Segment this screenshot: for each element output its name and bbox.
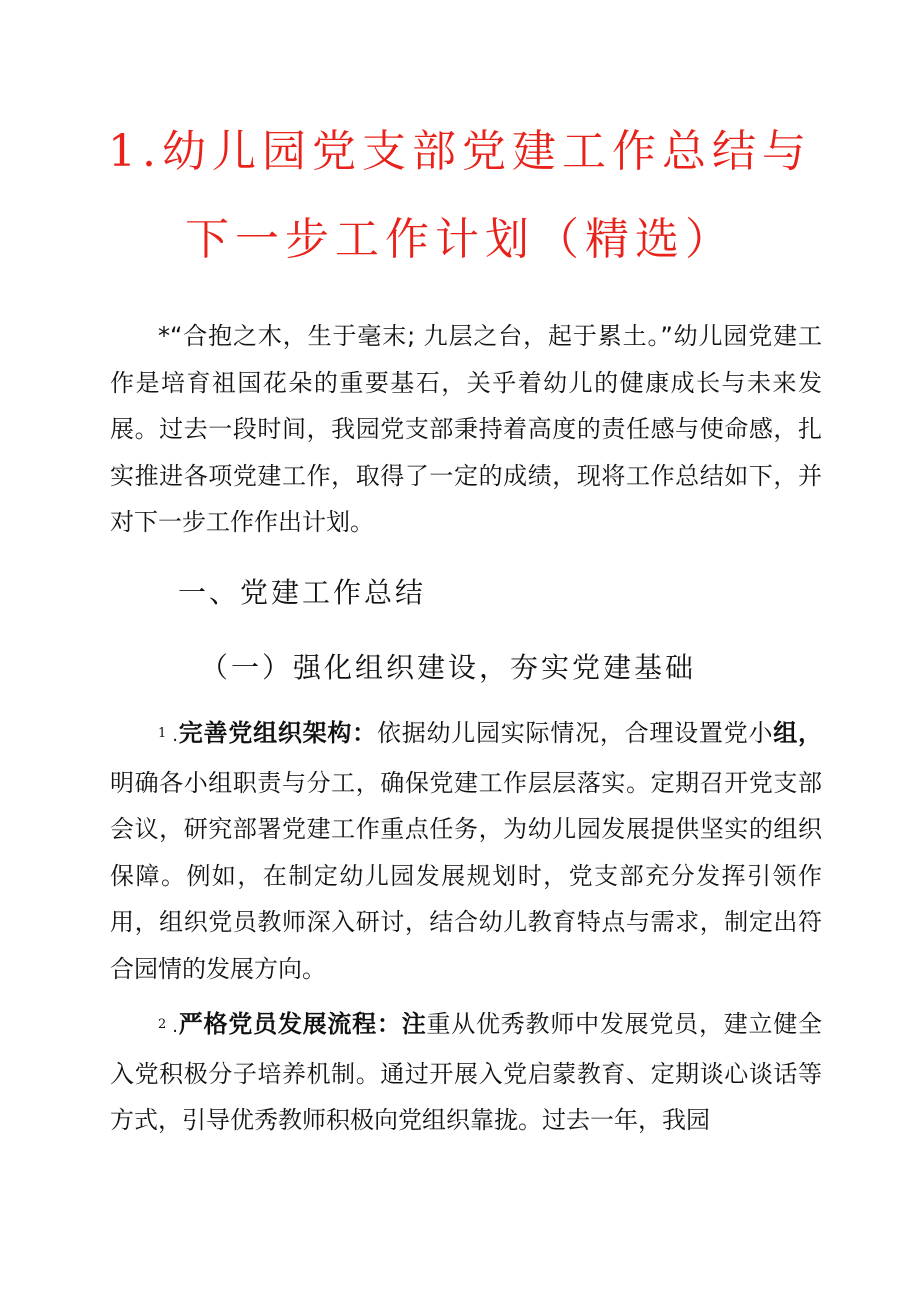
item-label: 完善党组织架构： <box>178 719 377 747</box>
item-text-continued: 明确各小组职责与分工，确保党建工作层层落实。定期召开党支部会议，研究部署党建工作重点任务，为幼儿园发展提供坚实的组织保障。例如，在制定幼儿园发展规划时，党支部充分发挥引领作用，组织党员教师深入研讨，结合幼儿教育特点与需求，制定出符合园情的发展方向。 <box>110 768 822 983</box>
list-item <box>110 710 822 992</box>
item-label: 严格党员发展流程： <box>178 1010 402 1038</box>
document-title-line-1: 1.幼儿园党支部党建工作总结与 <box>108 126 812 177</box>
item-dot: . <box>172 725 179 746</box>
item-text: 依据幼儿园实际情况，合理设置党小 <box>376 719 774 747</box>
subsection-heading: （一）强化组织建设，夯实党建基础 <box>200 651 697 684</box>
item-bold-text: 组， <box>773 719 823 747</box>
intro-paragraph: *“合抱之木，生于毫末; 九层之台，起于累土。”幼儿园党建工作是培育祖国花朵的重要基石，关乎着幼儿的健康成长与未来发展。过去一段时间，我园党支部秉持着高度的责任感与使命感，扎实推进各项党建工作，取得了一定的成绩，现将工作总结如下，并对下一步工作作出计划。 <box>110 322 822 536</box>
item-text: 重从优秀教师中发展党员，建立健全入党积极分子培养机制。通过开展入党启蒙教育、定期谈心谈话等方式，引导优秀教师积极向党组织靠拢。过去一年，我园 <box>110 1010 823 1134</box>
item-dot: . <box>172 1016 179 1037</box>
item-bold-text: 注 <box>401 1010 427 1038</box>
list-item <box>110 1001 822 1144</box>
document-title-line-2: 下一步工作计划（精选） <box>185 214 735 265</box>
item-number: 1 <box>158 725 167 741</box>
section-heading: 一、党建工作总结 <box>178 576 427 609</box>
item-number: 2 <box>158 1016 167 1032</box>
